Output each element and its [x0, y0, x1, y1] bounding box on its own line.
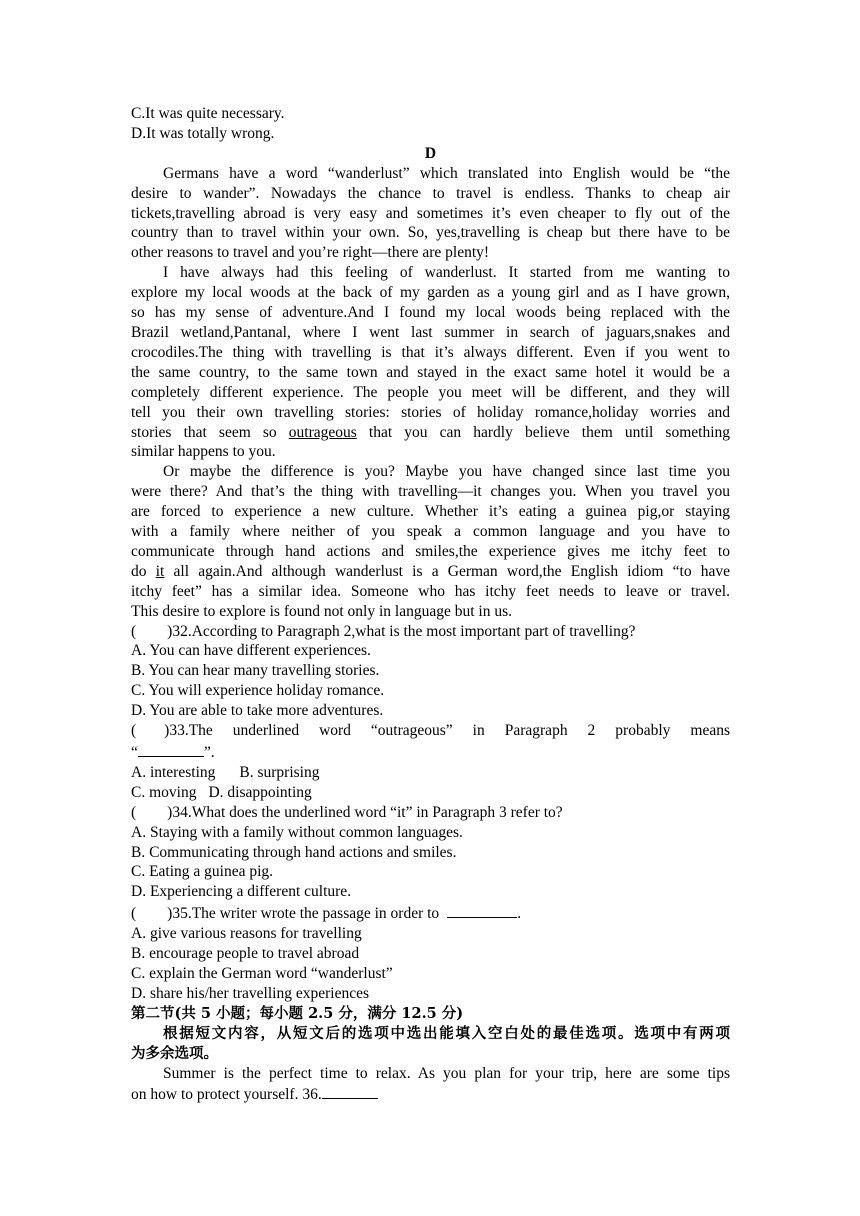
underlined-word-outrageous: outrageous [288, 423, 357, 441]
question-33-options-row [131, 763, 730, 783]
question-32-option-c: C. You will experience holiday romance. [131, 682, 385, 700]
passage-line: so has my sense of adventure.And I found my local woods being replaced with the [131, 304, 730, 322]
question-35-option-a: A. give various reasons for travelling [131, 925, 362, 943]
document-page [131, 104, 730, 1105]
passage-line: Brazil wetland,Pantanal, where I went last summer in search of jaguars,snakes and [131, 323, 730, 341]
passage-line: the same country, to the same town and stayed in the exact same hotel it would be a [131, 363, 730, 381]
passage-line: Or maybe the difference is you? Maybe you have changed since last time you [163, 463, 730, 481]
section-2-instruction: 为多余选项。 [131, 1044, 218, 1062]
passage-line: tickets,travelling abroad is very easy and sometimes it’s even cheaper to fly out of the [131, 204, 730, 222]
question-33-option-b: B. surprising [239, 763, 320, 781]
option-d-previous: D.It was totally wrong. [131, 124, 275, 142]
passage-line: crocodiles.The thing with travelling is that it’s always different. Even if you went to [131, 343, 730, 361]
question-32-option-d: D. You are able to take more adventures. [131, 702, 384, 720]
question-35-option-c: C. explain the German word “wanderlust” [131, 964, 393, 982]
period: . [517, 905, 522, 923]
passage-line: itchy feet” has a similar idea. Someone who has itchy feet needs to leave or travel. [131, 582, 730, 600]
passage-line: tell you their own travelling stories: stories of holiday romance,holiday worries and [131, 403, 730, 421]
answer-blank[interactable] [447, 902, 517, 918]
passage-line: are forced to experience a new culture. Whether it’s eating a guinea pig,or staying [131, 503, 730, 521]
passage-line: country than to travel within your own. So, yes,travelling is cheap but there have to be [131, 224, 730, 242]
question-33-option-d: D. disappointing [208, 783, 312, 801]
question-33-main: )33.The underlined word “outrageous” in Paragraph 2 probably means [164, 722, 730, 740]
quote-open: “ [131, 744, 138, 761]
answer-blank-36[interactable] [322, 1083, 378, 1099]
passage-line: Summer is the perfect time to relax. As you plan for your trip, here are some tips [163, 1064, 730, 1082]
quote-close: ”. [203, 744, 215, 761]
passage-line: desire to wander”. Nowadays the chance to travel is endless. Thanks to cheap air [131, 184, 730, 202]
answer-blank[interactable] [138, 741, 204, 757]
question-35-text: ( )35.The writer wrote the passage in order to [131, 905, 440, 923]
section-2-heading: 第二节(共 5 小题；每小题 2.5 分，满分 12.5 分) [131, 1004, 464, 1022]
passage-line-underlined [131, 423, 730, 443]
answer-bracket-open: ( [131, 722, 137, 740]
passage-line: completely different experience. The people you meet will be different, and they will [131, 383, 730, 401]
passage-line: with a family where neither of you speak a common language and you have to [131, 523, 730, 541]
text-segment: do [131, 562, 147, 580]
text-segment: that you can hardly believe them until something [368, 423, 731, 441]
passage-line-underlined [131, 562, 730, 582]
question-33-option-a: A. interesting [131, 763, 216, 781]
question-33-blank-line [131, 741, 730, 763]
question-35-option-b: B. encourage people to travel abroad [131, 945, 360, 963]
section-2-instruction: 根据短文内容，从短文后的选项中选出能填入空白处的最佳选项。选项中有两项 [163, 1024, 730, 1042]
option-c-previous: C.It was quite necessary. [131, 105, 285, 122]
text-segment: stories that seem so [131, 423, 277, 441]
text-segment: all again.And although wanderlust is a German word,the English idiom “to have [173, 562, 731, 580]
section-heading-d: D [424, 144, 437, 162]
question-34-option-c: C. Eating a guinea pig. [131, 863, 274, 881]
question-34-option-d: D. Experiencing a different culture. [131, 883, 352, 901]
passage-line: were there? And that’s the thing with travelling—it changes you. When you travel you [131, 483, 730, 501]
question-35-option-d: D. share his/her travelling experiences [131, 984, 370, 1002]
question-33-options-row [131, 783, 730, 803]
passage-line: similar happens to you. [131, 443, 276, 461]
question-32-stem: ( )32.According to Paragraph 2,what is the most important part of travelling? [131, 622, 636, 640]
passage-line: communicate through hand actions and smiles,the experience gives me itchy feet to [131, 542, 730, 560]
question-33-option-c: C. moving [131, 783, 197, 801]
passage-line: I have always had this feeling of wanderlust. It started from me wanting to [163, 264, 730, 282]
question-34-option-b: B. Communicating through hand actions and smiles. [131, 843, 457, 861]
question-34-option-a: A. Staying with a family without common languages. [131, 823, 463, 841]
passage-line-with-blank [131, 1083, 730, 1105]
question-34-stem: ( )34.What does the underlined word “it” in Paragraph 3 refer to? [131, 803, 563, 821]
question-33-text [164, 721, 730, 741]
question-32-option-b: B. You can hear many travelling stories. [131, 662, 380, 680]
passage-line: This desire to explore is found not only in language but in us. [131, 602, 512, 620]
passage-line: Germans have a word “wanderlust” which translated into English would be “the [163, 164, 730, 182]
question-33-stem [131, 721, 730, 741]
passage-line: explore my local woods at the back of my garden as a young girl and as I have grown, [131, 284, 730, 302]
passage-text: on how to protect yourself. 36. [131, 1086, 322, 1104]
question-32-option-a: A. You can have different experiences. [131, 642, 371, 660]
question-35-stem [131, 902, 730, 924]
passage-line: other reasons to travel and you’re right—there are plenty! [131, 244, 490, 262]
underlined-word-it: it [155, 562, 165, 580]
